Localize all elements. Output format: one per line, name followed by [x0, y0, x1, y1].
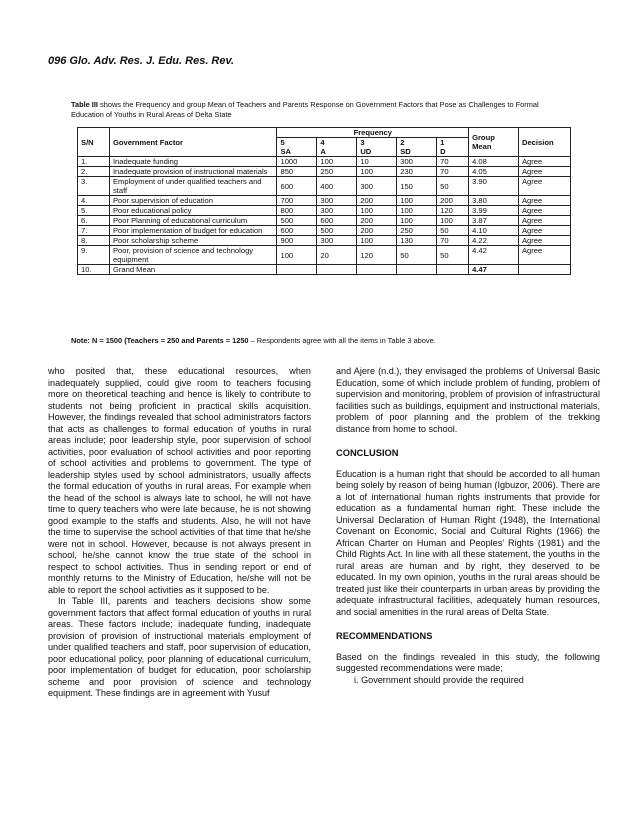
cell-sd: 130: [397, 236, 437, 246]
header-row-1: [78, 128, 571, 138]
table-note-text: – Respondents agree with all the items in Table 3 above.: [248, 336, 436, 345]
right-column: [336, 366, 600, 686]
left-column: [48, 366, 311, 700]
cell-d: 50: [437, 226, 469, 236]
header-freq-3: 3 UD: [357, 138, 397, 157]
cell-d: 50: [437, 246, 469, 265]
journal-header: 096 Glo. Adv. Res. J. Edu. Res. Rev.: [48, 55, 235, 67]
cell-sd: 50: [397, 246, 437, 265]
cell-mean: 4.42: [469, 246, 519, 265]
cell-decision: Agree: [518, 236, 570, 246]
table-row: [78, 157, 571, 167]
cell-d: 50: [437, 177, 469, 196]
cell-a: 250: [317, 167, 357, 177]
cell-mean: 3.80: [469, 196, 519, 206]
cell-d: 70: [437, 236, 469, 246]
cell-factor: Poor educational policy: [109, 206, 277, 216]
left-paragraph-1: who posited that, these educational resources, when inadequately supplied, could give room to teachers focusing more on theoretical teaching and hence is likely to contribute to students not being proficient in practical skills acquisition. However, the findings revealed that school administrators factors that acts as challenges to formal education of youths in rural areas include; poor leadership style, poor supervision of school activities, poor evaluation of school activities and poor reporting of school activities and problems to government. The type of leadership styles used by school administrators, usually affects the formal education of youths in rural areas. For example when the head of the school is always late to school, he will not have time to query teachers who were late because, he is not showing good example to the staffs and students. Also, he will not have the time to supervise the school activities of that time that he/she were not in school. However, because is not always present in school, he/she cannot know the true state of the school in respect to school activities. Thus in sending report or end of monthly returns to the Ministry of Education, he/she will not be able to report the school activities as it supposed to be.: [48, 366, 311, 595]
cell-sn: 4.: [78, 196, 110, 206]
cell-sn: 3.: [78, 177, 110, 196]
cell-mean: 3.87: [469, 216, 519, 226]
header-group-mean: Group Mean: [469, 128, 519, 157]
grand-mean-row: [78, 265, 571, 275]
cell-sa: 800: [277, 206, 317, 216]
cell-sd: 100: [397, 196, 437, 206]
cell-ud: 200: [357, 226, 397, 236]
table-caption: [71, 100, 561, 119]
cell-sd: 300: [397, 157, 437, 167]
cell-mean: 4.22: [469, 236, 519, 246]
data-table: [77, 127, 571, 275]
cell-d: 70: [437, 157, 469, 167]
cell-ud: 120: [357, 246, 397, 265]
cell-factor: Poor Planning of educational curriculum: [109, 216, 277, 226]
table-row: [78, 226, 571, 236]
cell-factor: Poor implementation of budget for education: [109, 226, 277, 236]
table-row: [78, 177, 571, 196]
cell-ud: 100: [357, 236, 397, 246]
cell-ud: 100: [357, 167, 397, 177]
recommendations-intro: Based on the findings revealed in this study, the following suggested recommendations were made;: [336, 651, 600, 673]
header-decision: Decision: [518, 128, 570, 157]
cell-decision: Agree: [518, 226, 570, 236]
cell-mean: 4.05: [469, 167, 519, 177]
cell-factor: Inadequate funding: [109, 157, 277, 167]
cell-sd: 250: [397, 226, 437, 236]
recommendation-item-1: i. Government should provide the required: [354, 674, 524, 685]
cell-decision: Agree: [518, 216, 570, 226]
cell-sd: 230: [397, 167, 437, 177]
table-row: [78, 167, 571, 177]
cell-mean: 3.99: [469, 206, 519, 216]
cell-sn: 5.: [78, 206, 110, 216]
cell-decision: Agree: [518, 246, 570, 265]
table-row: [78, 206, 571, 216]
left-paragraph-2: In Table III, parents and teachers decisions show some government factors that affect formal education of youths in rural areas. These factors include; inadequate funding, inadequate provision of provision of instructional materials employment of under qualified teachers and staff, poor supervision of education, poor educational policy, poor planning of educational curriculum, poor implementation of budget for education, poor scholarship scheme and poor provision of science and technology equipment. These findings are in agreement with Yusuf: [48, 596, 311, 698]
cell-sa: 850: [277, 167, 317, 177]
cell-decision: Agree: [518, 157, 570, 167]
header-freq-4: 4 A: [317, 138, 357, 157]
table-row: [78, 196, 571, 206]
recommendations-heading: RECOMMENDATIONS: [336, 631, 433, 641]
cell-a: 500: [317, 226, 357, 236]
cell-ud: 200: [357, 196, 397, 206]
cell-mean: 4.08: [469, 157, 519, 167]
cell-ud: 300: [357, 177, 397, 196]
cell-d: 70: [437, 167, 469, 177]
table-caption-text: shows the Frequency and group Mean of Teachers and Parents Response on Government Factors that Pose as Challenges to Formal Education of Youths in Rural Areas of Delta State: [71, 100, 539, 119]
cell-a: 300: [317, 236, 357, 246]
table-note: [71, 336, 436, 345]
cell-sn: 1.: [78, 157, 110, 167]
table-caption-label: Table III: [71, 100, 98, 109]
cell-sn: 6.: [78, 216, 110, 226]
cell-sn: 2.: [78, 167, 110, 177]
cell-mean: 3.90: [469, 177, 519, 196]
header-freq-2: 2 SD: [397, 138, 437, 157]
cell-sn: 7.: [78, 226, 110, 236]
table-body: [78, 157, 571, 265]
cell-a: 400: [317, 177, 357, 196]
conclusion-text: Education is a human right that should be accorded to all human being solely by reason of being human (Igbuzor, 2006). There are a lot of international human rights instruments that provide for education as a fundamental human right. These include the Universal Declaration of Human Right (1948), the International Covenant on Economic, Social and Cultural Rights (1966) the African Charter on Human and Peoples’ Rights (1981) and the Child Rights Act. In line with all these statement, the youths in the rural areas are human and by right, they deserved to be educated. In my own opinion, youths in the rural areas should be treated just like their counterparts in urban areas by providing the adequate infrastructural facilities, adequately human resources, and social amenities in the rural areas of Delta State.: [336, 468, 600, 617]
table-row: [78, 216, 571, 226]
right-paragraph-1: and Ajere (n.d.), they envisaged the problems of Universal Basic Education, some of which include problem of funding, problem of supervision and monitoring, problem of provision of infrastructural facilities such as buildings, equipment and instructional materials, problem of poor planning and the problem of the trekking distance from home to school.: [336, 366, 600, 434]
cell-factor: Poor scholarship scheme: [109, 236, 277, 246]
cell-ud: 10: [357, 157, 397, 167]
cell-mean: 4.10: [469, 226, 519, 236]
cell-a: 100: [317, 157, 357, 167]
conclusion-heading: CONCLUSION: [336, 448, 399, 458]
cell-decision: Agree: [518, 167, 570, 177]
cell-sn: 9.: [78, 246, 110, 265]
cell-sd: 100: [397, 206, 437, 216]
header-freq-1: 1 D: [437, 138, 469, 157]
cell-d: 100: [437, 216, 469, 226]
cell-sa: 500: [277, 216, 317, 226]
cell-sa: 600: [277, 177, 317, 196]
cell-ud: 100: [357, 206, 397, 216]
cell-sa: 1000: [277, 157, 317, 167]
table-row: [78, 236, 571, 246]
table-row: [78, 246, 571, 265]
cell-sd: 100: [397, 216, 437, 226]
grand-sn: 10.: [78, 265, 110, 275]
cell-sa: 600: [277, 226, 317, 236]
table-note-label: Note: N = 1500 (Teachers = 250 and Parents = 1250: [71, 336, 249, 345]
cell-a: 300: [317, 196, 357, 206]
cell-d: 200: [437, 196, 469, 206]
header-frequency: Frequency: [277, 128, 469, 138]
cell-d: 120: [437, 206, 469, 216]
cell-a: 600: [317, 216, 357, 226]
header-factor: Government Factor: [109, 128, 277, 157]
cell-sa: 900: [277, 236, 317, 246]
cell-sn: 8.: [78, 236, 110, 246]
cell-decision: Agree: [518, 206, 570, 216]
header-freq-5: 5 SA: [277, 138, 317, 157]
cell-factor: Inadequate provision of instructional materials: [109, 167, 277, 177]
cell-sd: 150: [397, 177, 437, 196]
cell-a: 300: [317, 206, 357, 216]
cell-decision: Agree: [518, 196, 570, 206]
cell-ud: 200: [357, 216, 397, 226]
cell-a: 20: [317, 246, 357, 265]
cell-decision: Agree: [518, 177, 570, 196]
cell-factor: Poor supervision of education: [109, 196, 277, 206]
grand-mean-value: 4.47: [469, 265, 519, 275]
cell-factor: Poor, provision of science and technology equipment: [109, 246, 277, 265]
cell-factor: Employment of under qualified teachers and staff: [109, 177, 277, 196]
header-sn: S/N: [78, 128, 110, 157]
cell-sa: 700: [277, 196, 317, 206]
cell-sa: 100: [277, 246, 317, 265]
grand-label: Grand Mean: [109, 265, 277, 275]
